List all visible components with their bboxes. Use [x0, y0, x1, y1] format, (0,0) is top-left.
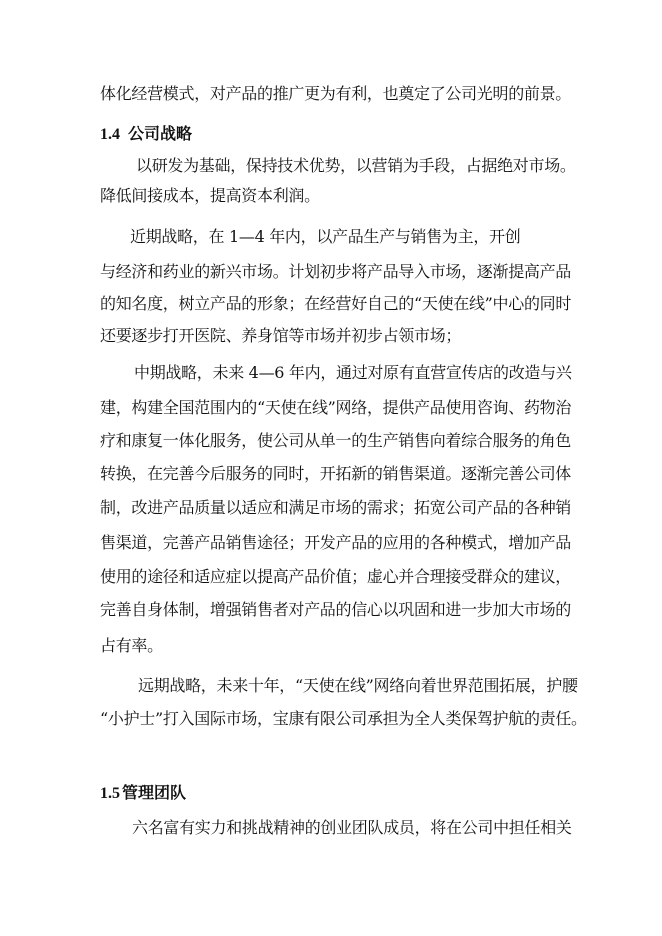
paragraph-line: 还要逐步打开医院、养身馆等市场并初步占领市场； — [100, 326, 462, 345]
section-number: 1.5 — [100, 785, 120, 802]
section-heading-1-5 — [100, 783, 186, 804]
paragraph-line: 降低间接成本，提高资本利润。 — [100, 186, 320, 205]
paragraph-line: 远期战略，未来十年，“天使在线”网络向着世界范围拓展，护腰 — [138, 676, 578, 695]
paragraph-line: 制，改进产品质量以适应和满足市场的需求；拓宽公司产品的各种销 — [100, 498, 572, 517]
paragraph-line: 以研发为基础，保持技术优势，以营销为手段，占据绝对市场。 — [136, 156, 576, 175]
paragraph-line: 与经济和药业的新兴市场。计划初步将产品导入市场，逐渐提高产品 — [100, 262, 572, 281]
intro-line: 体化经营模式，对产品的推广更为有利，也奠定了公司光明的前景。 — [100, 84, 572, 103]
paragraph-line: 近期战略，在 1—4 年内，以产品生产与销售为主，开创 — [130, 227, 521, 246]
paragraph-line: “小护士”打入国际市场，宝康有限公司承担为全人类保驾护航的责任。 — [100, 709, 587, 728]
paragraph-line: 占有率。 — [100, 636, 163, 655]
paragraph-line: 建，构建全国范围内的“天使在线”网络，提供产品使用咨询、药物治 — [100, 398, 572, 417]
section-number: 1.4 — [100, 126, 120, 143]
section-title: 公司战略 — [128, 124, 193, 143]
paragraph-line: 中期战略，未来 4—6 年内，通过对原有直营宣传店的改造与兴 — [134, 363, 572, 382]
paragraph-line: 使用的途径和适应症以提高产品价值；虚心并合理接受群众的建议， — [100, 567, 572, 586]
paragraph-line: 售渠道，完善产品销售途径；开发产品的应用的各种模式，增加产品 — [100, 533, 572, 552]
paragraph-line: 的知名度，树立产品的形象；在经营好自己的“天使在线”中心的同时 — [100, 294, 572, 313]
paragraph-line: 六名富有实力和挑战精神的创业团队成员，将在公司中担任相关 — [132, 818, 572, 837]
paragraph-line: 转换，在完善今后服务的同时，开拓新的销售渠道。逐渐完善公司体 — [100, 464, 572, 483]
section-heading-1-4 — [100, 124, 192, 145]
paragraph-line: 疗和康复一体化服务，使公司从单一的生产销售向着综合服务的角色 — [100, 431, 572, 450]
section-title: 管理团队 — [122, 783, 187, 802]
paragraph-line: 完善自身体制，增强销售者对产品的信心以巩固和进一步加大市场的 — [100, 600, 572, 619]
